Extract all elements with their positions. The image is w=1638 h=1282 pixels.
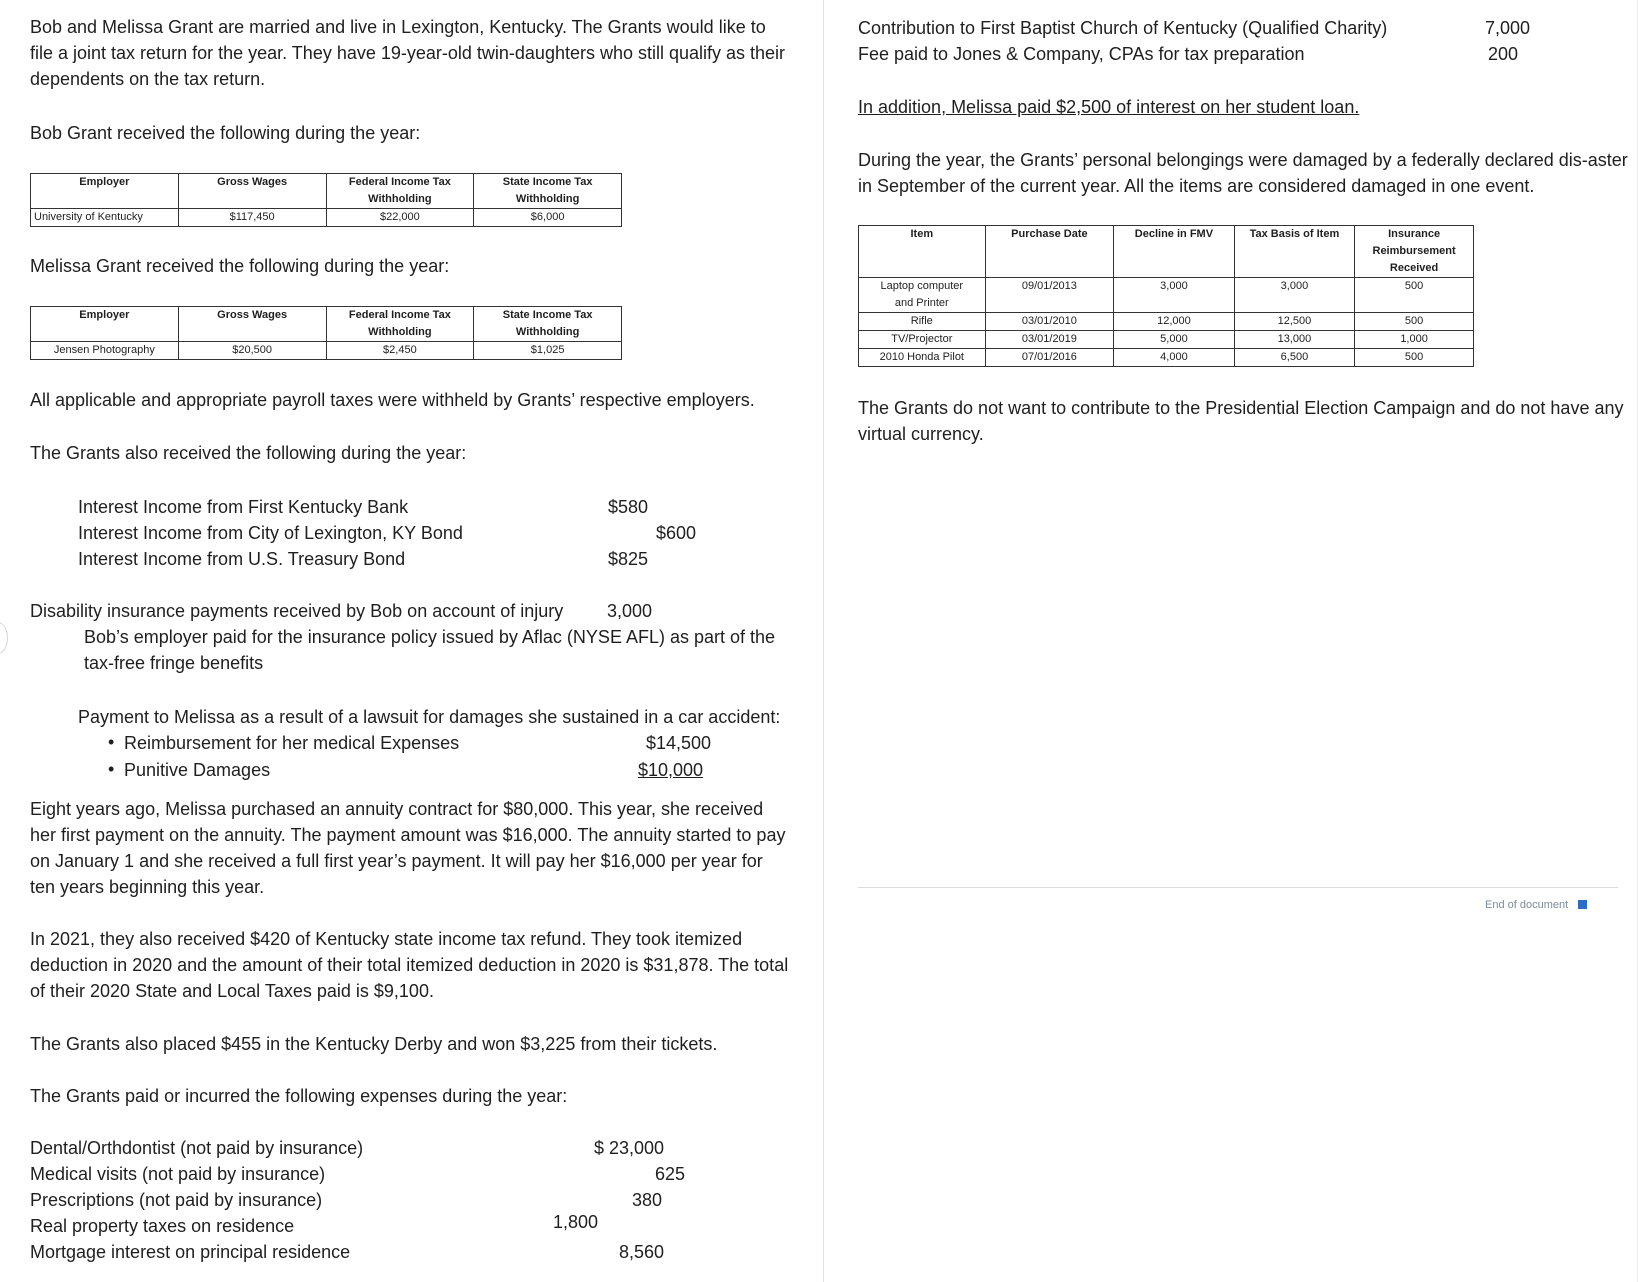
page-divider [823, 0, 824, 1282]
expense-amount: $ 23,000 [594, 1138, 665, 1158]
table-row [859, 349, 1474, 367]
cell-insurance: 500 [1355, 349, 1474, 367]
cell-date: 09/01/2013 [985, 278, 1114, 313]
cell-decline: 12,000 [1114, 313, 1235, 331]
table-row [31, 342, 622, 360]
cell-insurance: 500 [1355, 313, 1474, 331]
end-of-document-marker: End of document [1485, 899, 1587, 911]
melissa-wages-table [30, 306, 622, 360]
expense-label: Dental/Orthdontist (not paid by insurance) [30, 1138, 364, 1158]
annuity-paragraph: Eight years ago, Melissa purchased an annuity contract for $80,000. This year, she received her first payment on the annuity. The payment amount was $16,000. The annuity started to pay on January 1 and she received a full first year’s payment. It will pay her $16,000 per year for ten years beginning this year. [30, 799, 786, 897]
header-tax-basis: Tax Basis of Item [1234, 226, 1354, 278]
table-row [859, 278, 1474, 313]
expense-amount: 625 [655, 1164, 686, 1184]
casualty-table [858, 225, 1474, 367]
cell-date: 03/01/2019 [985, 331, 1114, 349]
expense-label: Real property taxes on residence [30, 1216, 295, 1236]
cell-basis: 12,500 [1234, 313, 1354, 331]
header-insurance: Insurance Reimbursement Received [1355, 226, 1474, 278]
fee-amount: 200 [1488, 44, 1519, 64]
cell-item: 2010 Honda Pilot [859, 349, 986, 367]
header-federal: Federal Income Tax Withholding [326, 174, 474, 209]
header-item: Item [859, 226, 986, 278]
expense-amount: 380 [632, 1190, 663, 1210]
disaster-paragraph: During the year, the Grants’ personal belongings were damaged by a federally declared dis-aster in September of the current year. All the items are considered damaged in one event. [858, 150, 1628, 196]
header-employer: Employer [31, 174, 179, 209]
cell-employer: University of Kentucky [31, 209, 179, 227]
cell-basis: 6,500 [1234, 349, 1354, 367]
cell-insurance: 500 [1355, 278, 1474, 313]
expense-label: Prescriptions (not paid by insurance) [30, 1190, 323, 1210]
cell-item: TV/Projector [859, 331, 986, 349]
expense-label: Mortgage interest on principal residence [30, 1242, 351, 1262]
table-row [31, 209, 622, 227]
cell-date: 07/01/2016 [985, 349, 1114, 367]
interest-amount: $600 [656, 523, 697, 543]
header-federal: Federal Income Tax Withholding [326, 307, 474, 342]
header-purchase-date: Purchase Date [985, 226, 1114, 278]
cell-basis: 13,000 [1234, 331, 1354, 349]
cell-state: $6,000 [474, 209, 622, 227]
header-state: State Income Tax Withholding [474, 307, 622, 342]
header-gross-wages: Gross Wages [178, 307, 326, 342]
end-square-icon [1578, 900, 1587, 909]
page-gutter-marker [0, 622, 8, 654]
refund-paragraph: In 2021, they also received $420 of Kentucky state income tax refund. They took itemized deduction in 2020 and the amount of their total itemized deduction in 2020 is $31,878. The total of their 2020 State and Local Taxes paid is $9,100. [30, 929, 789, 1001]
bullet-icon: • [108, 732, 115, 752]
interest-label: Interest Income from U.S. Treasury Bond [78, 549, 406, 569]
also-received-heading: The Grants also received the following during the year: [30, 443, 467, 463]
cell-decline: 5,000 [1114, 331, 1235, 349]
cell-federal: $2,450 [326, 342, 474, 360]
bob-wages-table [30, 173, 622, 227]
payroll-note: All applicable and appropriate payroll taxes were withheld by Grants’ respective employers. [30, 390, 755, 410]
bob-heading: Bob Grant received the following during the year: [30, 123, 421, 143]
cell-state: $1,025 [474, 342, 622, 360]
interest-label: Interest Income from City of Lexington, KY Bond [78, 523, 463, 543]
bullet-icon: • [108, 759, 115, 779]
expense-amount: 1,800 [553, 1212, 599, 1232]
expenses-heading: The Grants paid or incurred the following expenses during the year: [30, 1086, 568, 1106]
disability-note: Bob’s employer paid for the insurance policy issued by Aflac (NYSE AFL) as part of the [84, 627, 776, 647]
interest-amount: $825 [608, 549, 649, 569]
cell-decline: 4,000 [1114, 349, 1235, 367]
cell-basis: 3,000 [1234, 278, 1354, 313]
cell-wages: $20,500 [178, 342, 326, 360]
lawsuit-item-amount: $10,000 [638, 760, 704, 780]
disability-amount: 3,000 [607, 601, 653, 621]
election-paragraph: The Grants do not want to contribute to the Presidential Election Campaign and do not have any virtual currency. [858, 398, 1624, 444]
intro-paragraph: Bob and Melissa Grant are married and live in Lexington, Kentucky. The Grants would like to file a joint tax return for the year. They have 19-year-old twin-daughters who still qualify as their dependents on the tax return. [30, 17, 786, 89]
end-divider [858, 887, 1618, 888]
derby-paragraph: The Grants also placed $455 in the Kentucky Derby and won $3,225 from their tickets. [30, 1034, 718, 1054]
disability-note: tax-free fringe benefits [84, 653, 264, 673]
fee-label: Fee paid to Jones & Company, CPAs for tax preparation [858, 44, 1305, 64]
lawsuit-item-label: Punitive Damages [124, 760, 271, 780]
lawsuit-heading: Payment to Melissa as a result of a lawsuit for damages she sustained in a car accident: [78, 707, 781, 727]
header-state: State Income Tax Withholding [474, 174, 622, 209]
table-row [859, 313, 1474, 331]
cell-employer: Jensen Photography [31, 342, 179, 360]
melissa-heading: Melissa Grant received the following during the year: [30, 256, 450, 276]
expense-label: Medical visits (not paid by insurance) [30, 1164, 326, 1184]
cell-item: Rifle [859, 313, 986, 331]
cell-insurance: 1,000 [1355, 331, 1474, 349]
lawsuit-item-amount: $14,500 [646, 733, 712, 753]
interest-amount: $580 [608, 497, 649, 517]
cell-date: 03/01/2010 [985, 313, 1114, 331]
cell-federal: $22,000 [326, 209, 474, 227]
student-loan-note: In addition, Melissa paid $2,500 of interest on her student loan. [858, 97, 1360, 117]
lawsuit-item-label: Reimbursement for her medical Expenses [124, 733, 460, 753]
header-gross-wages: Gross Wages [178, 174, 326, 209]
cell-wages: $117,450 [178, 209, 326, 227]
table-row [859, 331, 1474, 349]
expense-amount: 8,560 [619, 1242, 665, 1262]
header-decline-fmv: Decline in FMV [1114, 226, 1235, 278]
header-employer: Employer [31, 307, 179, 342]
cell-item: Laptop computer and Printer [859, 278, 986, 313]
contribution-label: Contribution to First Baptist Church of Kentucky (Qualified Charity) [858, 18, 1388, 38]
interest-label: Interest Income from First Kentucky Bank [78, 497, 409, 517]
cell-decline: 3,000 [1114, 278, 1235, 313]
contribution-amount: 7,000 [1485, 18, 1531, 38]
disability-label: Disability insurance payments received by Bob on account of injury [30, 601, 564, 621]
